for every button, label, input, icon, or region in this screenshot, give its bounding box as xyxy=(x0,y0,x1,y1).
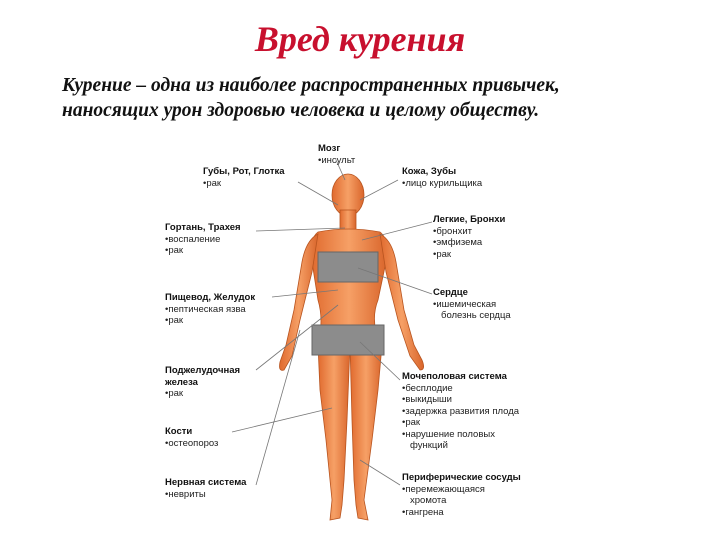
organ-urogenital xyxy=(402,371,519,452)
organ-name: Легкие, Бронхи xyxy=(433,214,506,225)
organ-item: • бронхит xyxy=(433,226,505,238)
organ-larynx xyxy=(165,222,241,257)
organ-item-continued: болезнь сердца xyxy=(441,310,511,321)
organ-name: Мозг xyxy=(318,143,341,154)
organ-item: • лицо курильщика xyxy=(402,178,482,190)
organ-item: • остеопороз xyxy=(165,438,218,450)
organ-name: Губы, Рот, Глотка xyxy=(203,166,285,177)
organ-bones xyxy=(165,426,218,449)
organ-item: • рак xyxy=(165,315,255,327)
organ-item: • ишемическая xyxy=(433,299,511,311)
groin-censor-bar xyxy=(312,325,384,355)
organ-name: Кости xyxy=(165,426,193,437)
organ-item: • рак xyxy=(165,245,241,257)
organ-item: • невриты xyxy=(165,489,246,501)
organ-brain xyxy=(318,143,355,166)
subtitle-line-1: Курение – одна из наиболее распространенных привычек, xyxy=(62,75,560,96)
organ-vessels xyxy=(402,472,521,518)
chest-censor-bar xyxy=(318,252,378,282)
organ-item: • выкидыши xyxy=(402,394,519,406)
organ-item: • бесплодие xyxy=(402,383,519,395)
organ-item: • рак xyxy=(165,388,240,400)
organ-item: • пептическая язва xyxy=(165,304,255,316)
organ-item-continued: хромота xyxy=(410,495,447,506)
organ-lips xyxy=(203,166,285,189)
organ-lungs xyxy=(433,214,505,260)
organ-esophagus xyxy=(165,292,255,327)
organ-item: • рак xyxy=(203,178,285,190)
organ-name: Мочеполовая система xyxy=(402,371,507,382)
organ-name: Поджелудочная xyxy=(165,365,241,376)
organ-heart xyxy=(433,287,511,322)
organ-name: Кожа, Зубы xyxy=(402,166,457,177)
organ-item: • инсульт xyxy=(318,155,355,167)
organ-item-continued: функций xyxy=(410,440,448,451)
subtitle-line-2: наносящих урон здоровью человека и целому обществу. xyxy=(62,100,540,121)
organ-item: • воспаление xyxy=(165,234,241,246)
page-title: Вред курения xyxy=(254,19,466,59)
organ-name: Нервная система xyxy=(165,477,247,488)
organ-skin xyxy=(402,166,482,189)
organ-name: Гортань, Трахея xyxy=(165,222,241,233)
organ-name: Сердце xyxy=(433,287,468,298)
organ-name: Пищевод, Желудок xyxy=(165,292,256,303)
organ-nervous xyxy=(165,477,246,500)
organ-item: • рак xyxy=(433,249,505,261)
organ-item: • эмфизема xyxy=(433,237,505,249)
organ-name: Периферические сосуды xyxy=(402,472,521,483)
organ-pancreas xyxy=(165,365,240,400)
organ-item: • рак xyxy=(402,417,519,429)
organ-item: • гангрена xyxy=(402,507,521,519)
organ-name-continued: железа xyxy=(165,376,198,388)
organ-item: • задержка развития плода xyxy=(402,406,519,418)
organ-item: • перемежающаяся xyxy=(402,484,521,496)
organ-item: • нарушение половых xyxy=(402,429,519,441)
